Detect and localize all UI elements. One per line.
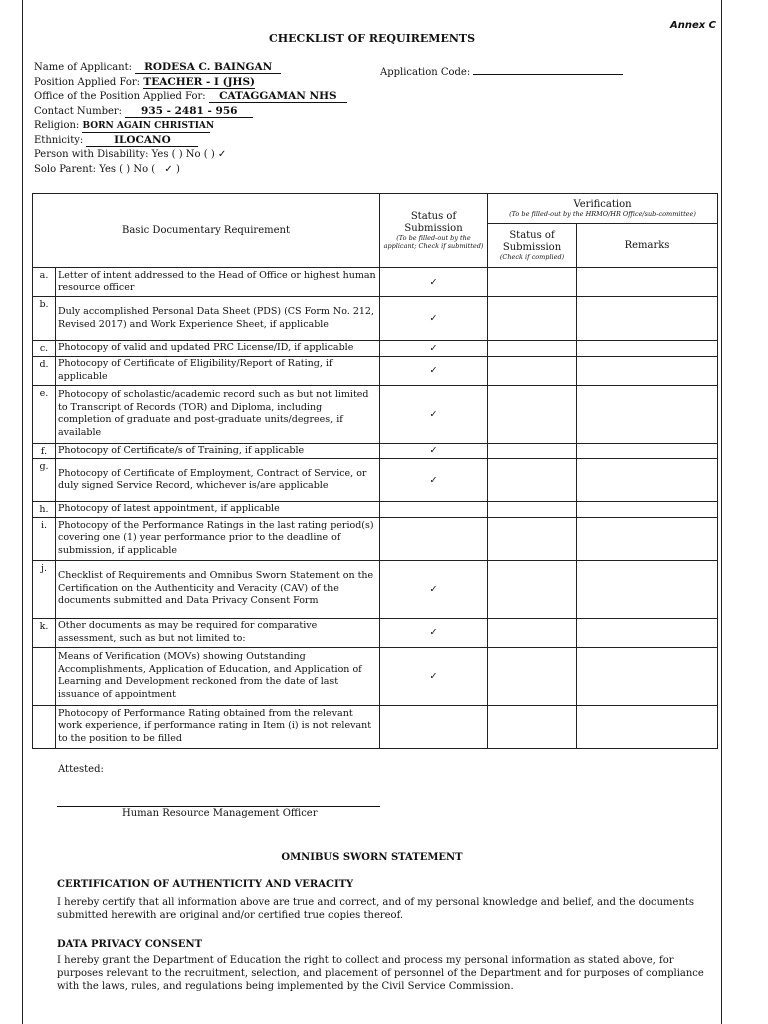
row-verification-status[interactable] bbox=[488, 647, 577, 705]
pwd-text: Person with Disability: Yes ( ) No ( ) bbox=[34, 149, 215, 160]
privacy-text: I hereby grant the Department of Education the right to collect and process my personal information as stated above, for purposes relevant to the recruitment, selection, and placement of personnel of the Department and for purposes of compliance with the laws, rules, and regulations being implemented by the Civil Service Commission. bbox=[57, 955, 704, 992]
application-code-field bbox=[473, 64, 623, 75]
table-row bbox=[33, 268, 718, 297]
row-remarks[interactable] bbox=[577, 356, 718, 385]
row-requirement: Checklist of Requirements and Omnibus Sworn Statement on the Certification on the Authenticity and Veracity (CAV) of the documents submitted and Data Privacy Consent Form bbox=[56, 560, 380, 618]
table-row bbox=[33, 560, 718, 618]
applicant-info bbox=[34, 61, 347, 177]
row-status-check[interactable] bbox=[380, 502, 488, 518]
row-letter: k. bbox=[33, 618, 56, 647]
application-code-label: Application Code: bbox=[380, 67, 471, 78]
document-title: CHECKLIST OF REQUIREMENTS bbox=[268, 32, 476, 45]
solo-parent-close: ) bbox=[175, 163, 180, 175]
solo-parent-check-mark: ✓ bbox=[164, 163, 173, 175]
status-header-label: Status of Submission bbox=[404, 211, 463, 234]
row-letter: d. bbox=[33, 356, 56, 385]
verification-header-note: (To be filled-out by the HRMO/HR Office/sub-committee) bbox=[509, 209, 696, 218]
row-status-check[interactable]: ✓ bbox=[380, 268, 488, 297]
row-verification-status[interactable] bbox=[488, 459, 577, 502]
pwd-check-mark: ✓ bbox=[217, 149, 227, 160]
row-requirement: Photocopy of Certificate/s of Training, if applicable bbox=[56, 443, 380, 459]
row-status-check[interactable]: ✓ bbox=[380, 356, 488, 385]
row-verification-status[interactable] bbox=[488, 517, 577, 560]
row-requirement: Photocopy of Certificate of Employment, Contract of Service, or duly signed Service Record, whichever is/are applicable bbox=[56, 459, 380, 502]
table-row bbox=[33, 459, 718, 502]
row-requirement: Letter of intent addressed to the Head of Office or highest human resource officer bbox=[56, 268, 380, 297]
row-status-check[interactable]: ✓ bbox=[380, 385, 488, 443]
row-letter: b. bbox=[33, 297, 56, 341]
row-letter bbox=[33, 647, 56, 705]
contact-row bbox=[34, 105, 347, 120]
row-verification-status[interactable] bbox=[488, 341, 577, 357]
religion-value: BORN AGAIN CHRISTIAN bbox=[82, 121, 215, 131]
verification-status-header bbox=[488, 224, 577, 268]
row-status-check[interactable]: ✓ bbox=[380, 647, 488, 705]
row-verification-status[interactable] bbox=[488, 385, 577, 443]
verification-status-label: Status of Submission bbox=[502, 229, 562, 253]
row-status-check[interactable] bbox=[380, 705, 488, 748]
office-row bbox=[34, 90, 347, 105]
row-remarks[interactable] bbox=[577, 341, 718, 357]
row-letter: j. bbox=[33, 560, 56, 618]
row-verification-status[interactable] bbox=[488, 443, 577, 459]
row-requirement: Photocopy of Performance Rating obtained from the relevant work experience, if performance rating in Item (i) is not relevant to the position to be filled bbox=[56, 705, 380, 748]
position-label: Position Applied For: bbox=[34, 76, 141, 88]
applicant-name-label: Name of Applicant: bbox=[34, 62, 133, 73]
row-status-check[interactable]: ✓ bbox=[380, 618, 488, 647]
table-row bbox=[33, 502, 718, 518]
row-remarks[interactable] bbox=[577, 502, 718, 518]
row-verification-status[interactable] bbox=[488, 705, 577, 748]
table-row bbox=[33, 385, 718, 443]
row-verification-status[interactable] bbox=[488, 502, 577, 518]
row-status-check[interactable]: ✓ bbox=[380, 341, 488, 357]
office-label: Office of the Position Applied For: bbox=[34, 91, 206, 102]
verification-header-label: Verification bbox=[573, 198, 632, 210]
signature-line bbox=[57, 806, 380, 807]
religion-row bbox=[34, 119, 347, 134]
row-requirement: Photocopy of latest appointment, if applicable bbox=[56, 502, 380, 518]
row-letter: g. bbox=[33, 459, 56, 502]
page-left-border bbox=[22, 0, 23, 1024]
row-letter bbox=[33, 705, 56, 748]
row-remarks[interactable] bbox=[577, 297, 718, 341]
ethnicity-value: ILOCANO bbox=[86, 134, 198, 147]
table-row bbox=[33, 647, 718, 705]
row-letter: a. bbox=[33, 268, 56, 297]
row-remarks[interactable] bbox=[577, 560, 718, 618]
row-remarks[interactable] bbox=[577, 705, 718, 748]
omnibus-title: OMNIBUS SWORN STATEMENT bbox=[281, 852, 463, 863]
row-verification-status[interactable] bbox=[488, 268, 577, 297]
row-verification-status[interactable] bbox=[488, 297, 577, 341]
row-requirement: Photocopy of scholastic/academic record such as but not limited to Transcript of Records (TOR) and Diploma, including completion of graduate and post-graduate units/degrees, if available bbox=[56, 385, 380, 443]
row-remarks[interactable] bbox=[577, 443, 718, 459]
position-value: TEACHER - I (JHS) bbox=[143, 75, 256, 88]
row-status-check[interactable]: ✓ bbox=[380, 297, 488, 341]
table-row bbox=[33, 443, 718, 459]
verification-header bbox=[488, 194, 718, 224]
row-remarks[interactable] bbox=[577, 459, 718, 502]
row-letter: e. bbox=[33, 385, 56, 443]
row-remarks[interactable] bbox=[577, 517, 718, 560]
requirements-table bbox=[32, 193, 718, 749]
table-row bbox=[33, 356, 718, 385]
row-verification-status[interactable] bbox=[488, 356, 577, 385]
row-verification-status[interactable] bbox=[488, 560, 577, 618]
cav-title: CERTIFICATION OF AUTHENTICITY AND VERACITY bbox=[57, 879, 354, 890]
row-remarks[interactable] bbox=[577, 647, 718, 705]
table-row bbox=[33, 705, 718, 748]
row-requirement: Photocopy of the Performance Ratings in the last rating period(s) covering one (1) year performance prior to the deadline of submission, if applicable bbox=[56, 517, 380, 560]
row-remarks[interactable] bbox=[577, 385, 718, 443]
applicant-name-row bbox=[34, 61, 347, 76]
contact-label: Contact Number: bbox=[34, 105, 123, 117]
position-row bbox=[34, 76, 347, 91]
hrmo-label: Human Resource Management Officer bbox=[122, 808, 318, 819]
row-status-check[interactable]: ✓ bbox=[380, 459, 488, 502]
row-remarks[interactable] bbox=[577, 268, 718, 297]
row-status-check[interactable]: ✓ bbox=[380, 560, 488, 618]
row-remarks[interactable] bbox=[577, 618, 718, 647]
privacy-title: DATA PRIVACY CONSENT bbox=[57, 939, 203, 950]
verification-status-note: (Check if complied) bbox=[499, 252, 565, 261]
table-row bbox=[33, 341, 718, 357]
religion-label: Religion: bbox=[34, 120, 80, 131]
solo-parent-text: Solo Parent: Yes ( ) No ( bbox=[34, 163, 156, 175]
row-requirement: Other documents as may be required for comparative assessment, such as but not limited to: bbox=[56, 618, 380, 647]
attested-label: Attested: bbox=[58, 764, 104, 775]
remarks-header: Remarks bbox=[577, 224, 718, 268]
cav-text: I hereby certify that all information above are true and correct, and of my personal knowledge and belief, and the documents submitted herewith are original and/or certified true copies thereof. bbox=[57, 897, 695, 921]
row-verification-status[interactable] bbox=[488, 618, 577, 647]
row-status-check[interactable]: ✓ bbox=[380, 443, 488, 459]
table-row bbox=[33, 618, 718, 647]
row-requirement: Means of Verification (MOVs) showing Outstanding Accomplishments, Application of Education, and Application of Learning and Development reckoned from the date of last issuance of appointment bbox=[56, 647, 380, 705]
status-header bbox=[380, 194, 488, 268]
row-requirement: Photocopy of Certificate of Eligibility/Report of Rating, if applicable bbox=[56, 356, 380, 385]
table-row bbox=[33, 297, 718, 341]
pwd-row bbox=[34, 148, 347, 163]
row-requirement: Duly accomplished Personal Data Sheet (PDS) (CS Form No. 212, Revised 2017) and Work Experience Sheet, if applicable bbox=[56, 297, 380, 341]
row-letter: h. bbox=[33, 502, 56, 518]
contact-value: 935 - 2481 - 956 bbox=[125, 105, 253, 118]
office-value: CATAGGAMAN NHS bbox=[209, 90, 347, 103]
application-code bbox=[380, 64, 623, 78]
row-letter: f. bbox=[33, 443, 56, 459]
row-letter: i. bbox=[33, 517, 56, 560]
page-right-border bbox=[721, 0, 722, 1024]
row-letter: c. bbox=[33, 341, 56, 357]
solo-parent-row bbox=[34, 163, 347, 178]
table-row bbox=[33, 517, 718, 560]
status-header-note: (To be filled-out by the applicant; Check if submitted) bbox=[383, 234, 484, 250]
row-requirement: Photocopy of valid and updated PRC License/ID, if applicable bbox=[56, 341, 380, 357]
annex-label: Annex C bbox=[669, 20, 716, 31]
ethnicity-row bbox=[34, 134, 347, 149]
basic-requirement-header: Basic Documentary Requirement bbox=[33, 194, 380, 268]
row-status-check[interactable] bbox=[380, 517, 488, 560]
ethnicity-label: Ethnicity: bbox=[34, 134, 84, 146]
applicant-name-value: RODESA C. BAINGAN bbox=[135, 61, 281, 74]
